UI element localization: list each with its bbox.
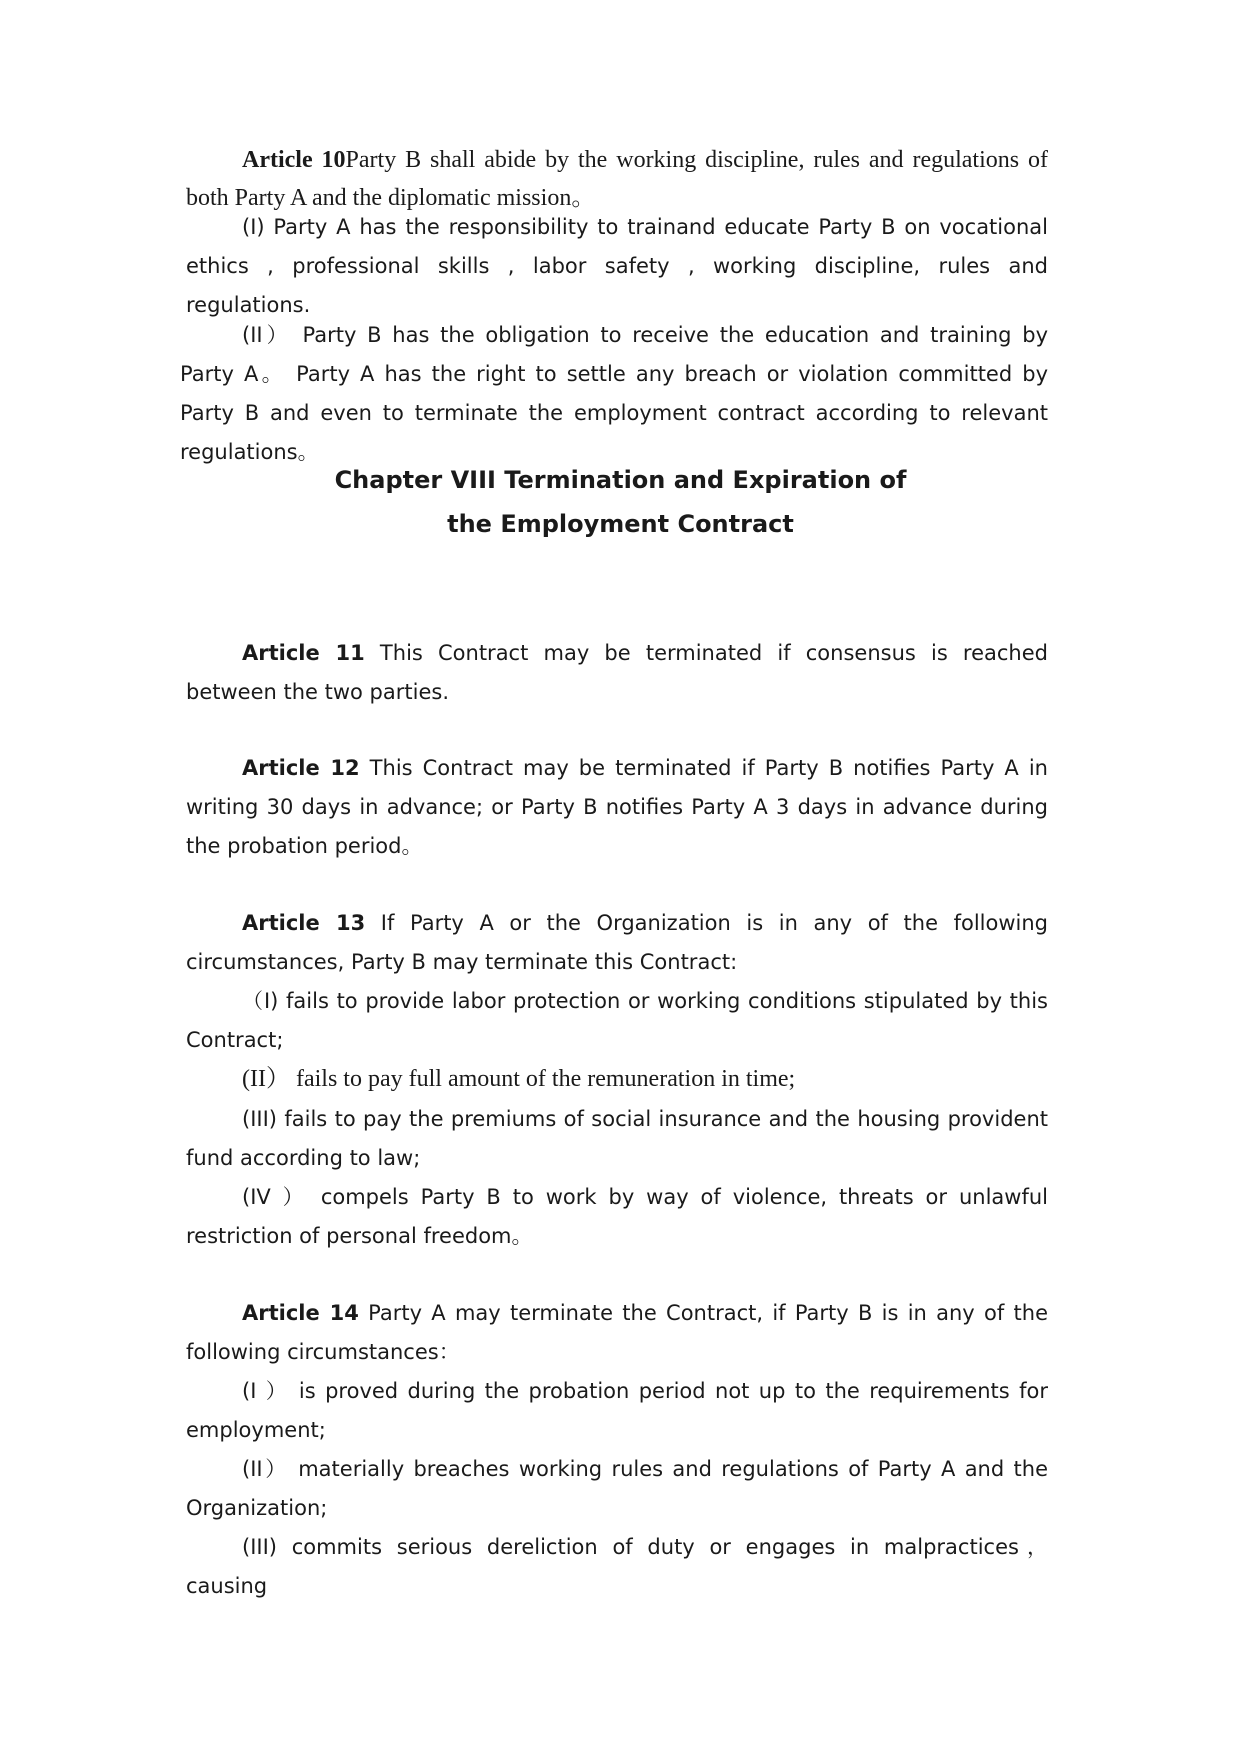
article-14-item-2: (II） materially breaches working rules and regulations of Party A and the Organization; xyxy=(186,1457,1048,1520)
article-14-item-3: (III) commits serious dereliction of duty or engages in malpractices， causing xyxy=(186,1535,1048,1598)
article-10-item-2: (II） Party B has the obligation to receive the education and training by Party A。 Party A has the right to settle any breach or violation committed by Party B and even to terminate the employment contract according to relevant regulations。 xyxy=(180,323,1048,464)
article-14-item-1: (I ） is proved during the probation period not up to the requirements for employment; xyxy=(186,1379,1048,1442)
chapter-heading-line-1: Chapter VIII Termination and Expiration of xyxy=(334,466,907,494)
article-13 xyxy=(186,904,1048,982)
article-11-label: Article 11 xyxy=(242,641,365,665)
article-10-item-1: (I) Party A has the responsibility to trainand educate Party B on vocational ethics , professional skills , labor safety , working discipline, rules and regulations. xyxy=(186,215,1048,317)
article-11-text: This Contract may be terminated if consensus is reached between the two parties. xyxy=(186,641,1048,704)
chapter-heading-line-2: the Employment Contract xyxy=(447,510,794,538)
article-10-label: Article 10 xyxy=(242,147,346,173)
article-14-text: Party A may terminate the Contract, if Party B is in any of the following circumstances： xyxy=(186,1301,1048,1364)
article-13-item-4: (IV ） compels Party B to work by way of violence, threats or unlawful restriction of personal freedom。 xyxy=(186,1185,1048,1248)
article-13-item-1: （I) fails to provide labor protection or working conditions stipulated by this Contract; xyxy=(186,989,1048,1052)
article-12 xyxy=(186,749,1048,866)
article-13-item-2: (II） fails to pay full amount of the remuneration in time; xyxy=(242,1066,796,1092)
article-14 xyxy=(186,1294,1048,1372)
article-14-label: Article 14 xyxy=(242,1301,359,1325)
article-10-text: Party B shall abide by the working discipline, rules and regulations of both Party A and the diplomatic mission。 xyxy=(186,147,1048,211)
article-10 xyxy=(186,141,1048,217)
article-13-item-3: (III) fails to pay the premiums of social insurance and the housing provident fund according to law; xyxy=(186,1107,1048,1170)
article-13-label: Article 13 xyxy=(242,911,366,935)
article-13-text: If Party A or the Organization is in any of the following circumstances, Party B may terminate this Contract: xyxy=(186,911,1048,974)
article-11 xyxy=(186,634,1048,712)
article-12-label: Article 12 xyxy=(242,756,360,780)
article-12-text: This Contract may be terminated if Party B notifies Party A in writing 30 days in advance; or Party B notifies Party A 3 days in advance during the probation period。 xyxy=(186,756,1048,858)
